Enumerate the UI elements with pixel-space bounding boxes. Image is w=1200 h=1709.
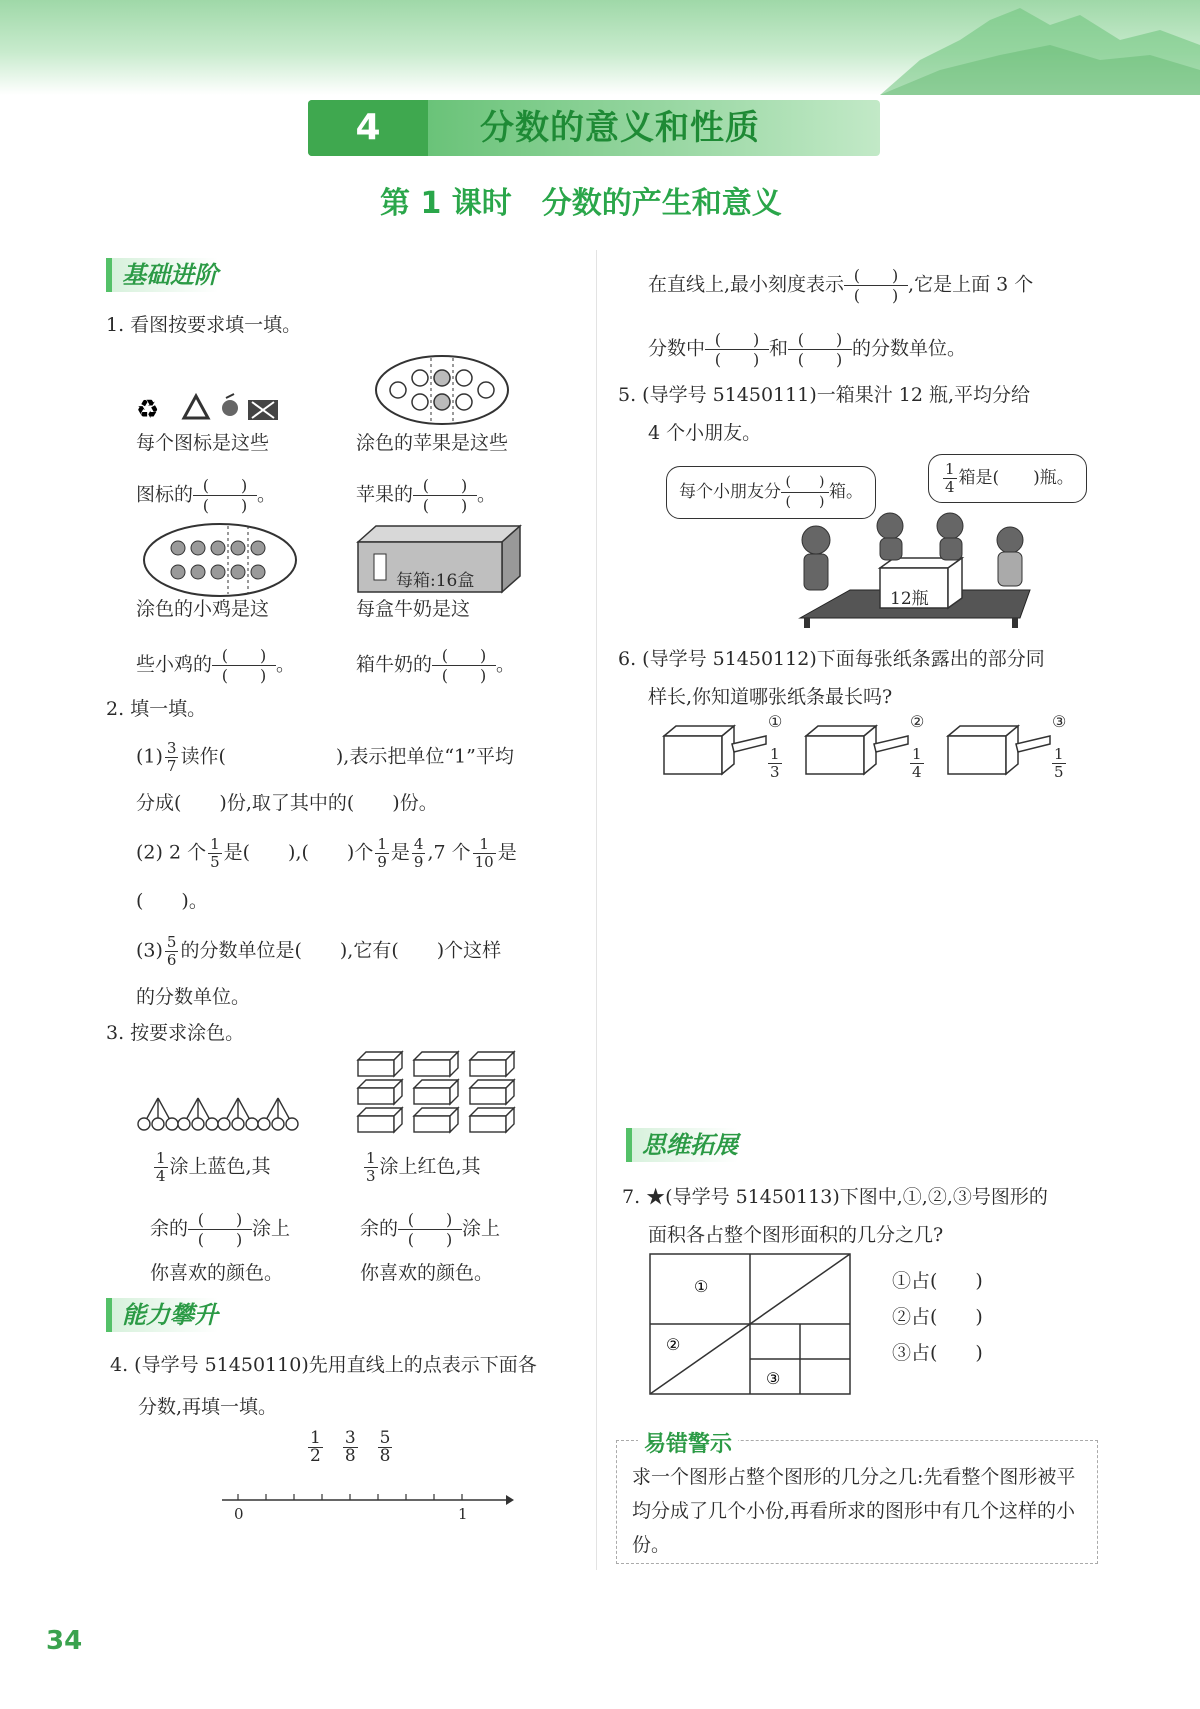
- section-thinking: 思维拓展: [626, 1128, 738, 1162]
- q2-stem: 2. 填一填。: [106, 698, 207, 720]
- warning-title: 易错警示: [638, 1427, 738, 1458]
- cubes-figure: [356, 1050, 526, 1136]
- strip-fraction-2: $\frac{1}{4}$: [912, 745, 922, 781]
- q2-part3: (3) $\frac{5}{6}$ 的分数单位是( ),它有( )个这样: [136, 933, 502, 969]
- q7-answer-1: ①占( ): [892, 1270, 983, 1292]
- q3a-line1: $\frac{1}{4}$ 涂上蓝色,其: [156, 1149, 271, 1185]
- strip-fraction-1: $\frac{1}{3}$: [770, 745, 780, 781]
- q1c-line1: 涂色的小鸡是这: [136, 598, 270, 620]
- mountain-decoration: [880, 0, 1200, 95]
- q1-stem: 1. 看图按要求填一填。: [106, 314, 302, 336]
- q6-stem: 6. (导学号 51450112)下面每张纸条露出的部分同: [618, 648, 1045, 670]
- lesson-title: 第 1 课时 分数的产生和意义: [380, 186, 782, 221]
- q1c-line2: 些小鸡的 ( ) ( ) 。: [136, 646, 296, 685]
- area-figure: [648, 1252, 854, 1398]
- section-basic: 基础进阶: [106, 258, 218, 292]
- q2-part1-cont: 分成( )份,取了其中的( )份。: [136, 792, 438, 814]
- q3a-line3: 你喜欢的颜色。: [150, 1262, 284, 1284]
- juice-box-label: 12瓶: [890, 589, 929, 609]
- column-divider: [596, 250, 597, 1570]
- q5-stem: 5. (导学号 51450111)一箱果汁 12 瓶,平均分给: [618, 384, 1031, 406]
- svg-text:②: ②: [666, 1335, 681, 1354]
- cherries-figure: [136, 1094, 316, 1132]
- q7-answer-3: ③占( ): [892, 1342, 983, 1364]
- speech-bubble-2: $\frac{1}{4}$ 箱是( )瓶。: [928, 454, 1087, 503]
- q4-right-line1: 在直线上,最小刻度表示 ( ) ( ) ,它是上面 3 个: [648, 266, 1034, 305]
- q2-part1: (1) $\frac{3}{7}$ 读作( ),表示把单位“1”平均: [136, 739, 514, 775]
- q1d-line2: 箱牛奶的 ( ) ( ) 。: [356, 646, 516, 685]
- q2-part2-cont: ( )。: [136, 890, 208, 912]
- q1b-line2: 苹果的 ( ) ( ) 。: [356, 476, 497, 515]
- q2-part3-cont: 的分数单位。: [136, 986, 251, 1008]
- speech-bubble-1: 每个小朋友分 ( ) ( ) 箱。: [666, 466, 876, 519]
- q3b-line1: $\frac{1}{3}$ 涂上红色,其: [366, 1149, 481, 1185]
- q6-stem-cont: 样长,你知道哪张纸条最长吗?: [648, 686, 893, 708]
- section-ability: 能力攀升: [106, 1298, 218, 1332]
- milk-box-label: 每箱:16盒: [396, 571, 475, 591]
- q2-part2: (2) 2 个 $\frac{1}{5}$ 是( ),( )个 $\frac{1}{9}$ 是 $\frac{4}{9}$ ,7 个 $\frac{1}{10}$ 是: [136, 835, 517, 871]
- q4-stem-cont: 分数,再填一填。: [138, 1396, 278, 1418]
- warning-text: 求一个图形占整个图形的几分之几:先看整个图形被平均分成了几个小份,再看所求的图形中有几个这样的小份。: [632, 1466, 1076, 1556]
- q7-stem: 7. ★(导学号 51450113)下图中,①,②,③号图形的: [622, 1186, 1048, 1208]
- q4-right-line2: 分数中 ( ) ( ) 和 ( ) ( ) 的分数单位。: [648, 330, 967, 369]
- q7-answer-2: ②占( ): [892, 1306, 983, 1328]
- q1a-line2: 图标的 ( ) ( ) 。: [136, 476, 277, 515]
- children-table-illustration: [790, 510, 1040, 630]
- chicks-figure: [140, 520, 300, 600]
- chapter-title: 分数的意义和性质: [480, 108, 760, 148]
- q4-fractions: $\frac{1}{2}$ $\frac{3}{8}$ $\frac{5}{8}$: [310, 1428, 391, 1466]
- svg-text:①: ①: [694, 1277, 709, 1296]
- q1a-line1: 每个图标是这些: [136, 432, 270, 454]
- strip-label-1: ①: [768, 712, 783, 731]
- q3b-line2: 余的 ( ) ( ) 涂上: [360, 1210, 501, 1249]
- q5-stem-cont: 4 个小朋友。: [648, 422, 762, 444]
- strip-label-2: ②: [910, 712, 925, 731]
- number-line: [218, 1490, 514, 1520]
- apples-figure: [372, 352, 512, 428]
- page-number: 34: [46, 1626, 83, 1656]
- number-line-one: 1: [458, 1505, 468, 1523]
- svg-text:③: ③: [766, 1369, 781, 1388]
- q4-stem: 4. (导学号 51450110)先用直线上的点表示下面各: [110, 1354, 537, 1376]
- svg-text:♻: ♻: [136, 395, 160, 424]
- strip-fraction-3: $\frac{1}{5}$: [1054, 745, 1064, 781]
- number-line-zero: 0: [234, 1505, 244, 1523]
- q1b-line1: 涂色的苹果是这些: [356, 432, 509, 454]
- chapter-number: 4: [308, 100, 428, 156]
- q3a-line2: 余的 ( ) ( ) 涂上: [150, 1210, 291, 1249]
- q3b-line3: 你喜欢的颜色。: [360, 1262, 494, 1284]
- q1d-line1: 每盒牛奶是这: [356, 598, 471, 620]
- q3-stem: 3. 按要求涂色。: [106, 1022, 245, 1044]
- paper-strip-boxes: [662, 714, 1102, 784]
- recycle-icons: [136, 392, 286, 424]
- q7-stem-cont: 面积各占整个图形面积的几分之几?: [648, 1224, 944, 1246]
- strip-label-3: ③: [1052, 712, 1067, 731]
